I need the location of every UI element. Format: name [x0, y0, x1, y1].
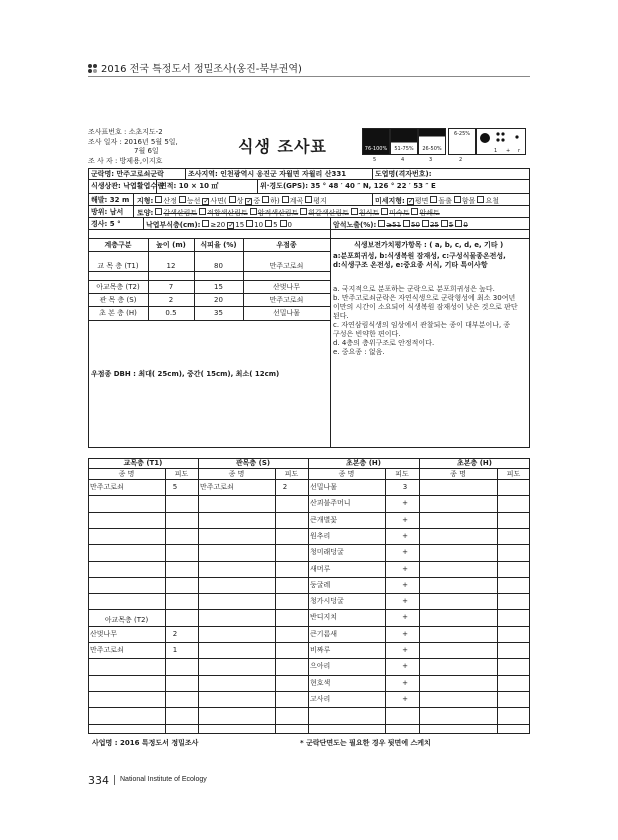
species-name: 비짜루 [310, 646, 331, 654]
value-note: b. 만주고로쇠군락은 자연식생으로 군락형성에 최소 30여년 [333, 294, 516, 302]
species-cover: + [402, 630, 408, 638]
value-title: 식생보전가치평가항목 : ( a, b, c, d, e, 기타 ) [354, 241, 504, 249]
species-name: 만주고로쇠 [90, 646, 124, 654]
project-name: 사업명 : 2016 특정도서 정밀조사 [92, 739, 199, 747]
layer-header-0: 계층구분 [104, 241, 132, 249]
group-s: 관목층 (S) [235, 459, 271, 467]
value-subtitle-2: d:식생구조 온전성, e:중요종 서식, 기타 특이사항 [333, 261, 488, 269]
value-note: e. 중요종 : 없음. [333, 348, 385, 356]
survey-date-2: 7월 6일 [134, 147, 159, 155]
value-note: 구성은 빈약한 편이다. [333, 330, 401, 338]
species-cover: 2 [172, 630, 178, 638]
value-note: 이만의 시간이 소요되어 식생복원 잠재성이 낮은 것으로 판단 [333, 303, 518, 311]
species-cover: + [402, 565, 408, 573]
species-cover: 2 [282, 483, 288, 491]
species-name: 큰기름새 [310, 630, 338, 638]
species-cover: + [402, 679, 408, 687]
gps-coords: 위·경도(GPS): 35 ° 48 ′ 40 ″ N, 126 ° 22 ′ 53 ″ E [260, 182, 436, 190]
species-cover: + [402, 662, 408, 670]
species-cover: + [402, 581, 408, 589]
species-cover: + [402, 532, 408, 540]
species-name: 둥굴레 [310, 581, 331, 589]
species-name: 청가시덩굴 [310, 597, 344, 605]
species-cover: + [402, 695, 408, 703]
survey-date: 조사 일자 : 2016년 5월 5일, [88, 138, 178, 146]
litter-layer: 낙엽부식층(cm): ≥20 ✓15 10 5 0 [146, 221, 293, 229]
footer-separator [114, 775, 115, 785]
institute-name: National Institute of Ecology [120, 776, 207, 783]
layer-header-2: 식피율 (%) [200, 241, 237, 249]
micro-terrain: 미세지형: ✓평면 돌출 함몰 요철 [375, 197, 499, 205]
value-note: 된다. [333, 312, 349, 320]
sketch-note: * 군락단면도는 필요한 경우 뒷면에 스케치 [300, 739, 431, 747]
species-name: 새머루 [310, 565, 331, 573]
cover-6-25: 6-25% [448, 128, 476, 155]
species-frame [88, 458, 530, 734]
layer-header-3: 우점종 [276, 241, 297, 249]
species-name: 청미래덩굴 [310, 548, 344, 556]
slope: 경사: 5 ° [91, 220, 121, 228]
species-cover: + [402, 613, 408, 621]
cover-26-50: 26-50% [418, 128, 446, 155]
value-note: d. 4층의 층위구조로 안정적이다. [333, 339, 435, 347]
cover-51-75: 51-75% [390, 128, 418, 155]
species-name: 반디지치 [310, 613, 338, 621]
species-cover: + [402, 646, 408, 654]
layer-header-1: 높이 (m) [156, 241, 186, 249]
species-name: 만주고로쇠 [200, 483, 234, 491]
species-cover: + [402, 548, 408, 556]
species-cover: 5 [172, 483, 178, 491]
group-t1: 교목층 (T1) [123, 459, 163, 467]
altitude: 해발: 32 m [91, 196, 130, 204]
terrain: 지형: 산정 능선 ✓사면( 상 ✓중 하) 계곡 평지 [137, 197, 327, 205]
species-name: 산괴불주머니 [310, 499, 351, 507]
value-subtitle-1: a:분포희귀성, b:식생복원 잠재성, c:구성식물종온전성, [333, 252, 506, 260]
bullet-dots-icon [88, 64, 97, 73]
running-header-text: 2016 전국 특정도서 정밀조사(옹진-북부권역) [101, 64, 302, 75]
species-cover: 3 [402, 483, 408, 491]
group-h: 초본층 (H) [346, 459, 381, 467]
vegetation-physiognomy: 식생상관: 낙엽활엽수림 [91, 182, 164, 190]
page-number: 334 [88, 774, 109, 787]
value-notes [333, 285, 529, 357]
species-cover: 1 [172, 646, 178, 654]
surveyor: 조 사 자 : 방제용,이지호 [88, 157, 163, 165]
value-note: c. 자연삼림식생의 임상에서 관찰되는 종이 대부분이나, 종 [333, 321, 511, 329]
species-cover: + [402, 516, 408, 524]
soil-type: 토양: 갈색산림토 적황색산림토 암적색산림토 회갈색산림토 침식토 미숙토 암쇄토 [137, 209, 440, 217]
species-name: 선밀나물 [310, 483, 338, 491]
group-h-2: 초본층 (H) [457, 459, 492, 467]
map-no: 도엽명(격자번호): [375, 170, 432, 178]
species-name: 큰개별꽃 [310, 516, 338, 524]
rock-exposure: 암석노출(%): ≥51 50 25 5 0 [333, 221, 468, 229]
dominant-dbh: 우점종 DBH : 최대( 25cm), 중간( 15cm), 최소( 12cm) [91, 370, 280, 378]
location: 조사지역: 인천광역시 옹진군 자월면 자월리 산331 [188, 170, 347, 178]
species-name: 현호색 [310, 679, 331, 687]
plot-no: 조사표번호 : 소초지도-2 [88, 128, 163, 136]
header-divider [88, 76, 530, 77]
species-cover: + [402, 597, 408, 605]
species-cover: + [402, 499, 408, 507]
value-note: a. 국지적으로 분포하는 군락으로 분포희귀성은 높다. [333, 285, 495, 293]
aspect: 방위: 남서 [91, 208, 124, 216]
species-name: 산벚나무 [90, 630, 118, 638]
species-name: 원추리 [310, 532, 331, 540]
running-header [88, 60, 302, 75]
species-name: 으아리 [310, 662, 331, 670]
t2-title: 아교목층 (T2) [104, 616, 149, 624]
form-title: 식생 조사표 [238, 137, 327, 156]
cover-76-100: 76-100% [362, 128, 390, 155]
community-name: 군락명: 만주고로쇠군락 [91, 170, 164, 178]
species-name: 만주고로쇠 [90, 483, 124, 491]
plot-area: 면적: 10 × 10 ㎡ [160, 182, 219, 190]
species-name: 고사리 [310, 695, 331, 703]
